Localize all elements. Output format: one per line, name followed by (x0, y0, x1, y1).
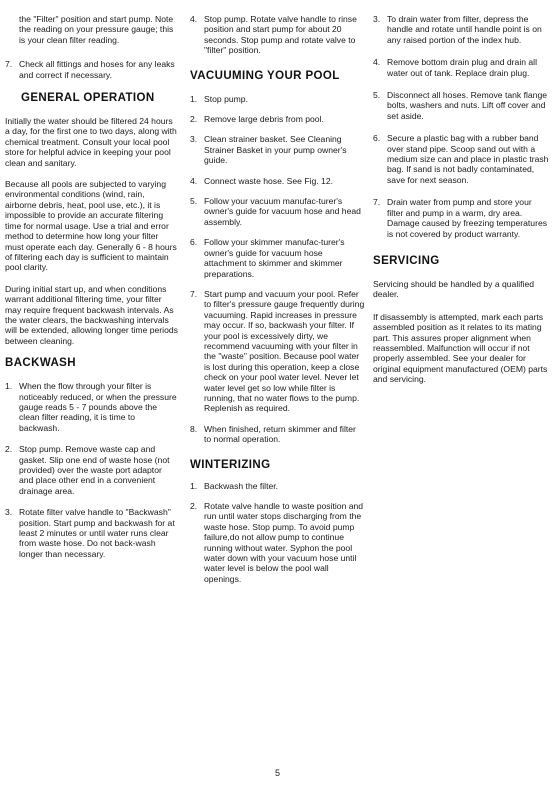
list-text: Connect waste hose. See Fig. 12. (204, 175, 333, 186)
list-number: 1. (190, 93, 198, 104)
list-number: 6. (373, 133, 381, 144)
page-number: 5 (274, 768, 280, 778)
heading-backwash: BACKWASH (5, 357, 76, 370)
paragraph: Because all pools are subjected to varying environmental conditions (wind, rain, airborne debris, heat, pool use, etc.), it is impossible to provide an accurate filtering time for normal usage. Use a trial and error method to determine how long your filter must operate each day. Generally 6 - 8 hours of filtering each day is sufficient to maintain pool clarity. (5, 179, 177, 273)
list-item (190, 196, 365, 227)
list-number: 7. (190, 288, 198, 299)
list-text: Rotate valve handle to waste position and run until water stops discharging from the waste hose. Stop pump. To avoid pump failure,do not allow pump to continue running without water. Syphon the pool water down with your vacuum hose until water level is below the pool wall openings. (204, 501, 364, 584)
paragraph: Servicing should be handled by a qualified dealer. (373, 278, 535, 300)
list-item (373, 14, 550, 45)
list-item (190, 134, 365, 165)
list-text: Follow your vacuum manufac-turer's owner's guide for vacuum hose and head assembly. (204, 196, 361, 227)
list-number: 5. (373, 90, 381, 101)
paragraph: Initially the water should be filtered 24 hours a day, for the first one to two days, along with chemical treatment. Consult your local pool store for helpful advice in keeping your pool clean and sanitary. (5, 116, 177, 168)
heading-general-operation: GENERAL OPERATION (21, 92, 155, 105)
list-text: Rotate filter valve handle to "Backwash" position. Start pump and backwash for at least 2 minutes or until water runs clear from waste hose. Do not back-wash longer than necessary. (19, 507, 175, 559)
list-number: 1. (190, 480, 198, 491)
list-text: Secure a plastic bag with a rubber band over stand pipe. Scoop sand out with a medium size can and place in plastic trash bag. If sand is not badly contaminated, save for next season. (387, 133, 549, 185)
list-text: Disconnect all hoses. Remove tank flange bolts, washers and nuts. Lift off cover and set aside. (387, 90, 548, 121)
list-number: 2. (5, 444, 13, 455)
list-item (373, 57, 550, 78)
list-number: 4. (373, 57, 381, 68)
list-item (5, 381, 178, 433)
heading-servicing: SERVICING (373, 254, 440, 267)
list-item (190, 176, 365, 186)
list-number: 3. (190, 134, 198, 145)
list-text: Backwash the filter. (204, 480, 279, 491)
continued-text (5, 14, 178, 45)
list-item (190, 424, 365, 445)
list-text: Check all fittings and hoses for any leaks and correct if necessary. (19, 59, 175, 80)
column-middle (190, 14, 365, 584)
list-item (190, 94, 365, 104)
heading-winterizing: WINTERIZING (190, 458, 271, 471)
list-number: 4. (190, 175, 198, 186)
list-text: Drain water from pump and store your filter and pump in a warm, dry area. Damage caused by freezing temperatures is not covered by product warranty. (387, 197, 548, 239)
list-text: When finished, return skimmer and filter to normal operation. (204, 423, 356, 445)
heading-vacuuming: VACUUMING YOUR POOL (190, 69, 340, 82)
list-item (373, 133, 550, 185)
list-text: Start pump and vacuum your pool. Refer to filter's pressure gauge frequently during vacuuming. Rapid increases in pressure may occur. If so, backwash your filter. If your pool is excessively dirty, we recommend vacuuming with your filter in the "waste" position. Because pool water is lost during this operation, keep a close check on your pool water level. Never let water level get so low while filter is running, that no water flows to the pump. Replenish as required. (204, 288, 365, 414)
list-number: 8. (190, 423, 198, 434)
list-item (373, 197, 550, 239)
column-left (5, 14, 178, 559)
list-item (190, 14, 365, 56)
list-item (190, 289, 365, 414)
column-right (373, 14, 550, 385)
list-text: Stop pump. (204, 93, 248, 104)
list-number: 5. (190, 196, 198, 207)
list-item (5, 507, 178, 559)
list-number: 3. (373, 14, 381, 24)
continued-text-body: the "Filter" position and start pump. Note the reading on your pressure gauge; this is your clean filter reading. (19, 14, 174, 45)
list-number: 7. (373, 197, 381, 208)
list-number: 7. (5, 59, 13, 70)
paragraph: During initial start up, and when conditions warrant additional filtering time, your filter may require frequent backwash intervals. As the water clears, the backwashing intervals will be extended, allowing longer time periods between cleaning. (5, 283, 178, 346)
list-number: 6. (190, 237, 198, 248)
list-text: To drain water from filter, depress the handle and rotate until handle point is on any raised portion of the index hub. (387, 14, 542, 45)
list-item (190, 481, 365, 491)
list-text: Follow your skimmer manufac-turer's owner's guide for vacuum hose attachment to skimmer and skimmer preparations. (204, 237, 345, 279)
list-number: 4. (190, 14, 198, 24)
list-text: Stop pump. Remove waste cap and gasket. Slip one end of waste hose (not provided) over the waste port adaptor and place other end in a convenient drainage area. (19, 444, 170, 496)
list-item (190, 501, 365, 584)
list-text: When the flow through your filter is noticeably reduced, or when the pressure gauge reads 5 - 7 pounds above the clean filter reading, it is time to backwash. (19, 381, 177, 433)
list-text: Stop pump. Rotate valve handle to rinse position and start pump for about 20 seconds. Stop pump and rotate valve to "filter" position. (204, 14, 357, 56)
paragraph: If disassembly is attempted, mark each parts assembled position as it relates to its mating part. This assures proper alignment when reassembled. Malfunction will occur if not properly assembled. See your dealer for original equipment manufactured (OEM) parts and servicing. (373, 311, 548, 385)
list-number: 2. (190, 501, 198, 511)
list-text: Remove bottom drain plug and drain all water out of tank. Replace drain plug. (387, 57, 538, 78)
list-number: 3. (5, 507, 13, 518)
list-item (190, 114, 365, 124)
list-number: 1. (5, 381, 13, 392)
list-number: 2. (190, 114, 198, 125)
list-item (190, 237, 365, 279)
list-item (5, 59, 178, 80)
list-text: Clean strainer basket. See Cleaning Strainer Basket in your pump owner's guide. (204, 134, 347, 166)
list-item (373, 90, 550, 121)
list-item (5, 444, 178, 496)
list-text: Remove large debris from pool. (204, 114, 324, 125)
